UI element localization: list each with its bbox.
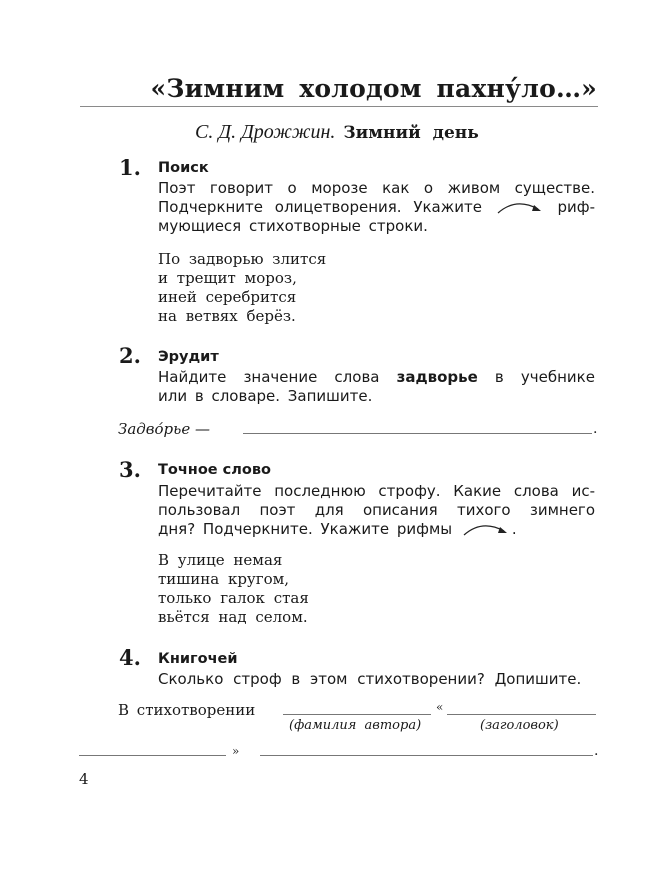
poem-title-continuation-line[interactable]	[79, 755, 226, 756]
title-divider	[80, 106, 598, 107]
task-2-title: Эрудит	[158, 349, 219, 365]
task-2-line-2: или в словаре. Запишите.	[158, 387, 373, 405]
close-quote: »	[232, 744, 240, 758]
poem-author: С. Д. Дрожжин.	[195, 121, 336, 143]
task-1-line-2	[158, 198, 595, 217]
definition-answer-line[interactable]	[243, 433, 592, 434]
task-2-text: Найдите значение слова	[158, 368, 380, 386]
task-2-number: 2.	[119, 343, 141, 368]
sentence-end-period: .	[594, 743, 599, 759]
poem-line: на ветвях берёз.	[158, 307, 296, 325]
task-1-title: Поиск	[158, 160, 209, 176]
task-2-text-tail: в учебнике	[494, 368, 595, 386]
curved-arrow-icon	[460, 521, 512, 537]
page-title: «Зимним холодом пахну́ло…»	[150, 74, 597, 103]
poem-line: тишина кругом,	[158, 570, 290, 588]
task-4-line-1: Сколько строф в этом стихотворении? Допишите.	[158, 670, 582, 688]
poem-line: иней серебрится	[158, 288, 297, 306]
task-1-line-2-tail: риф-	[557, 198, 595, 216]
stanza-count-answer-line[interactable]	[260, 755, 593, 756]
task-1-number: 1.	[119, 155, 141, 180]
task-3-title: Точное слово	[158, 462, 271, 478]
poem-title-caption: (заголовок)	[480, 718, 559, 733]
author-surname-answer-line[interactable]	[283, 714, 431, 715]
task-3-instructions	[158, 482, 595, 539]
poem-line: В улице немая	[158, 551, 283, 569]
task-1-poem	[158, 250, 326, 326]
task-3-line-2: пользовал поэт для описания тихого зимнего	[158, 501, 595, 519]
task-1-line-1: Поэт говорит о морозе как о живом существе.	[158, 179, 595, 197]
poem-line: и трещит мороз,	[158, 269, 297, 287]
task-1-line-3: мующиеся стихотворные строки.	[158, 217, 428, 235]
fill-in-sentence-start: В стихотворении	[118, 701, 256, 719]
task-3-number: 3.	[119, 457, 141, 482]
task-3-line-3-end: .	[511, 520, 517, 538]
task-3-line-1: Перечитайте последнюю строфу. Какие слова ис-	[158, 482, 595, 500]
poem-title: Зимний день	[343, 123, 479, 143]
task-3-poem	[158, 551, 309, 627]
task-1-line-2-text: Подчеркните олицетворения. Укажите	[158, 198, 482, 216]
poem-attribution	[195, 121, 479, 144]
task-3-line-3-text: дня? Подчеркните. Укажите рифмы	[158, 520, 453, 538]
poem-line: вьётся над селом.	[158, 608, 308, 626]
task-2-line-1	[158, 368, 595, 387]
definition-label: Задво́рье —	[118, 420, 210, 438]
poem-line: только галок стая	[158, 589, 309, 607]
task-4-instructions	[158, 670, 595, 689]
author-surname-caption: (фамилия автора)	[289, 718, 422, 733]
page-number: 4	[79, 770, 89, 788]
highlighted-word: задворье	[396, 368, 478, 386]
task-4-number: 4.	[119, 645, 141, 670]
poem-line: По задворью злится	[158, 250, 327, 268]
task-4-title: Книгочей	[158, 651, 238, 667]
task-2-instructions	[158, 368, 595, 406]
curved-arrow-icon	[494, 199, 546, 215]
poem-title-answer-line[interactable]	[447, 714, 596, 715]
definition-end-period: .	[593, 421, 598, 437]
task-3-line-3	[158, 520, 595, 539]
open-quote: «	[436, 700, 444, 714]
task-1-instructions	[158, 179, 595, 236]
